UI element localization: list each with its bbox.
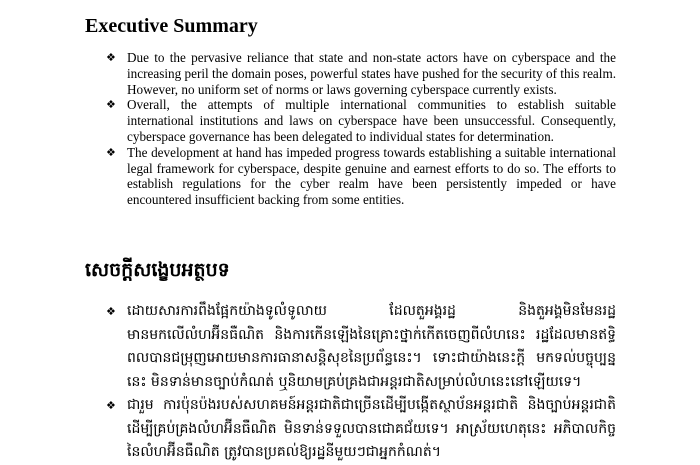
- english-bullet-list: [106, 50, 616, 208]
- bullet-text: Overall, the attempts of multiple international communities to establish suitable international institutions and laws on cyberspace have been unsuccessful. Consequently, cyberspace governance has been delegated to individual states for determination.: [127, 97, 616, 144]
- bullet-text: Due to the pervasive reliance that state and non-state actors have on cyberspace and the increasing peril the domain poses, powerful states have pushed for the security of this realm. However, no uniform set of norms or laws governing cyberspace currently exists.: [127, 50, 616, 97]
- khmer-bullet-list: [106, 300, 616, 465]
- bullet-text: The development at hand has impeded progress towards establishing a suitable international legal framework for cyberspace, despite genuine and earnest efforts to do so. The efforts to establish regulations for the cyber realm have been persistently impeded or have encountered insufficient backing from some entities.: [127, 144, 616, 208]
- list-item: [106, 394, 616, 465]
- diamond-bullet-icon: ❖: [106, 51, 116, 64]
- diamond-bullet-icon: ❖: [106, 98, 116, 112]
- executive-summary-heading: Executive Summary: [85, 15, 258, 37]
- list-item: [106, 145, 616, 208]
- diamond-bullet-icon: ❖: [106, 145, 116, 159]
- list-item: [106, 97, 616, 144]
- list-item: [106, 50, 616, 97]
- bullet-text: ជារួម ការប៉ុនប៉ងរបស់សហគមន៍អន្តរជាតិជាច្រើនដើម្បីបង្កើតស្ថាប័នអន្តរជាតិ និងច្បាប់អន្តរជាតិ ដើម្បីគ្រប់គ្រងលំហអ៊ីនធឺណិត មិនទាន់ទទួលបានជោគជ័យទេ។ អាស្រ័យហេតុនេះ អភិបាលកិច្ចនៃលំហអ៊ីនធឺណិត ត្រូវបានប្រគល់ឱ្យរដ្ឋនីមួយៗជាអ្នកកំណត់។: [127, 397, 616, 460]
- list-item: [106, 300, 616, 394]
- diamond-bullet-icon: ❖: [106, 399, 116, 412]
- bullet-text: ដោយសារការពឹងផ្អែកយ៉ាងទូលំទូលាយ ដែលតួអង្គរដ្ឋ និងតួអង្គមិនមែនរដ្ឋមានមកលើលំហអ៊ីនធឺណិត និងការកើនឡើងនៃគ្រោះថ្នាក់កើតចេញពីលំហនេះ រដ្ឋដែលមានឥទ្ធិពលបានជម្រុញអោយមានការធានាសន្តិសុខនៃប្រព័ន្ធនេះ។ ទោះជាយ៉ាងនេះក្ដី មកទល់បច្ចុប្បន្ននេះ មិនទាន់មានច្បាប់កំណត់ ឬនិយាមគ្រប់គ្រងជាអន្តរជាតិសម្រាប់លំហនេះនៅឡើយទេ។: [127, 303, 616, 390]
- khmer-summary-heading: សេចក្ដីសង្ខេបអត្ថបទ: [85, 259, 230, 281]
- diamond-bullet-icon: ❖: [106, 305, 116, 318]
